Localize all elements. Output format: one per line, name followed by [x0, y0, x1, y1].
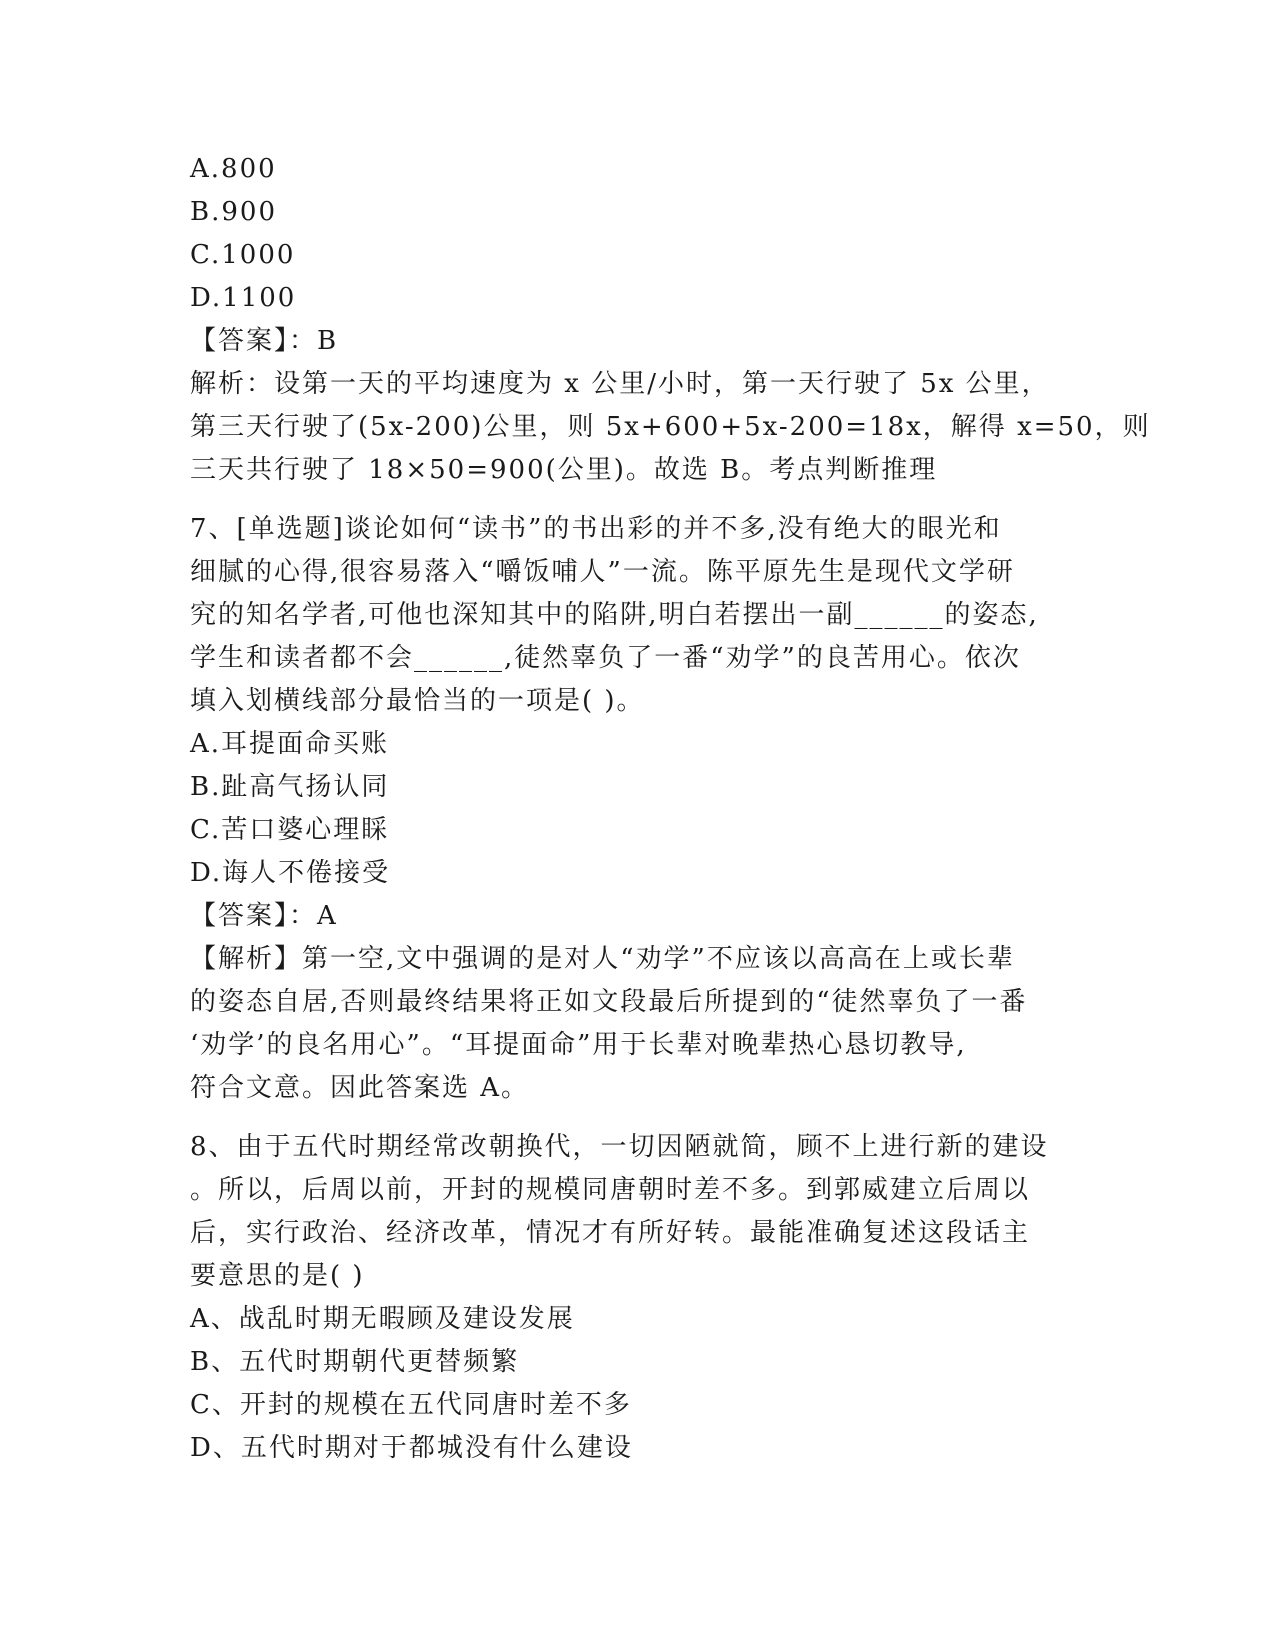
q7-question-line: 细腻的心得,很容易落入“嚼饭哺人”一流。陈平原先生是现代文学研 [190, 557, 1015, 587]
q7-question-line: 7、[单选题]谈论如何“读书”的书出彩的并不多,没有绝大的眼光和 [190, 514, 1002, 544]
q7-analysis-line: 的姿态自居,否则最终结果将正如文段最后所提到的“徒然辜负了一番 [190, 987, 1028, 1017]
q8-question-line: 后，实行政治、经济改革，情况才有所好转。最能准确复述这段话主 [190, 1218, 1031, 1248]
q7-question-line: 填入划横线部分最恰当的一项是( )。 [190, 686, 645, 716]
q6-option-a: A.800 [190, 154, 277, 184]
q6-analysis-line: 三天共行驶了 18×50=900(公里)。故选 B。考点判断推理 [190, 455, 938, 485]
q6-analysis-line: 第三天行驶了(5x-200)公里，则 5x+600+5x-200=18x，解得 x=50，则 [190, 412, 1151, 442]
q6-analysis-line: 解析：设第一天的平均速度为 x 公里/小时，第一天行驶了 5x 公里， [190, 369, 1050, 399]
q7-analysis-line: 符合文意。因此答案选 A。 [190, 1073, 530, 1103]
question-7-block [190, 508, 1090, 1110]
q7-analysis-line: ‘劝学’的良名用心”。“耳提面命”用于长辈对晚辈热心恳切教导, [190, 1030, 967, 1060]
document-page [190, 148, 1151, 1470]
q7-question-line: 究的知名学者,可他也深知其中的陷阱,明白若摆出一副______的姿态, [190, 600, 1039, 630]
q8-question-line: 要意思的是( ) [190, 1261, 365, 1291]
q6-option-c: C.1000 [190, 240, 296, 270]
q8-option-d: D、五代时期对于都城没有什么建设 [190, 1433, 633, 1463]
q8-question-line: 8、由于五代时期经常改朝换代，一切因陋就简，顾不上进行新的建设 [190, 1132, 1049, 1162]
q8-question-line: 。所以，后周以前，开封的规模同唐朝时差不多。到郭威建立后周以 [190, 1175, 1031, 1205]
q8-option-a: A、战乱时期无暇顾及建设发展 [190, 1304, 575, 1334]
q6-option-b: B.900 [190, 197, 277, 227]
q7-answer: 【答案】：A [190, 901, 338, 931]
question-8-block [190, 1126, 1090, 1470]
q8-option-c: C、开封的规模在五代同唐时差不多 [190, 1390, 632, 1420]
q7-option-b: B.趾高气扬认同 [190, 772, 390, 802]
q7-option-a: A.耳提面命买账 [190, 729, 390, 759]
q6-option-d: D.1100 [190, 283, 297, 313]
q7-option-c: C.苦口婆心理睬 [190, 815, 390, 845]
q8-option-b: B、五代时期朝代更替频繁 [190, 1347, 520, 1377]
q7-analysis-line: 【解析】第一空,文中强调的是对人“劝学”不应该以高高在上或长辈 [190, 944, 1015, 974]
q6-answer: 【答案】：B [190, 326, 339, 356]
question-6-block [190, 148, 1151, 492]
q7-question-line: 学生和读者都不会______,徒然辜负了一番“劝学”的良苦用心。依次 [190, 643, 1021, 673]
q7-option-d: D.诲人不倦接受 [190, 858, 391, 888]
